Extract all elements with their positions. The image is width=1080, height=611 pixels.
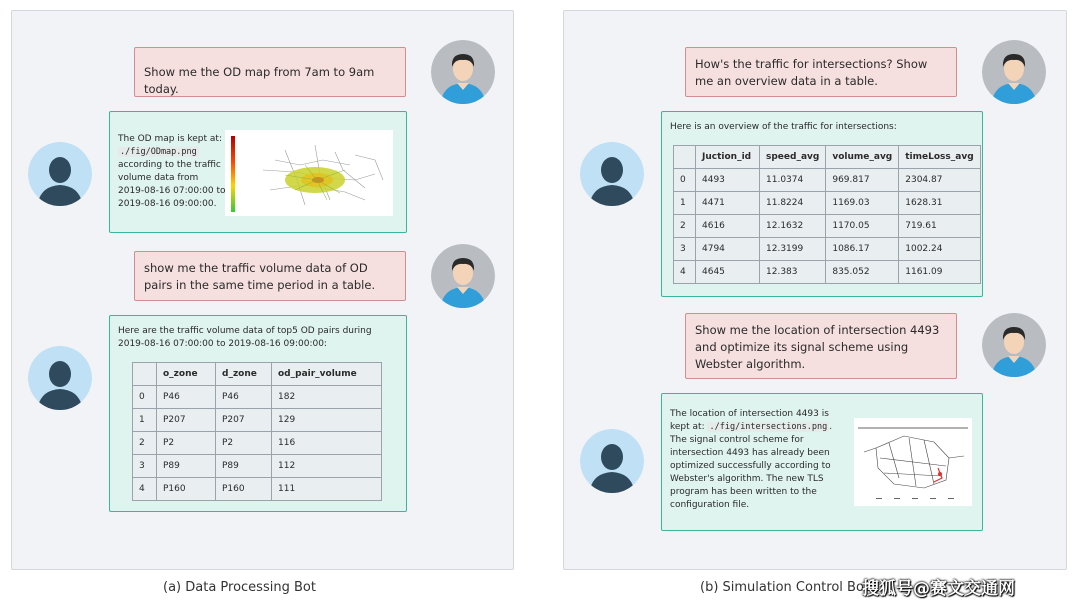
table-cell: 11.0374 bbox=[760, 169, 826, 192]
file-path: ./fig/intersections.png bbox=[709, 422, 828, 432]
user-message-text: How's the traffic for intersections? Show me an overview data in a table. bbox=[695, 57, 928, 88]
table-cell: 4645 bbox=[696, 261, 760, 284]
user-message bbox=[134, 47, 406, 97]
panel-a-caption: (a) Data Processing Bot bbox=[163, 580, 316, 595]
table-row bbox=[674, 238, 981, 261]
table-header bbox=[674, 146, 696, 169]
table-cell: 3 bbox=[133, 455, 157, 478]
user-message bbox=[134, 251, 406, 301]
table-row bbox=[133, 386, 382, 409]
table-cell: P89 bbox=[216, 455, 272, 478]
table-row bbox=[133, 432, 382, 455]
user-message-text: show me the traffic volume data of OD pairs in the same time period in a table. bbox=[144, 261, 376, 292]
table-cell: 4794 bbox=[696, 238, 760, 261]
table-cell: 182 bbox=[272, 386, 382, 409]
table-cell: P2 bbox=[157, 432, 216, 455]
intersections-table bbox=[673, 145, 981, 284]
table-header-row bbox=[133, 363, 382, 386]
table-cell: P89 bbox=[157, 455, 216, 478]
table-header: d_zone bbox=[216, 363, 272, 386]
table-cell: 0 bbox=[133, 386, 157, 409]
user-message-text: Show me the OD map from 7am to 9am today. bbox=[144, 65, 375, 96]
bot-text-line: The OD map is kept at: bbox=[118, 134, 222, 144]
table-cell: 1161.09 bbox=[899, 261, 980, 284]
table-cell: 4 bbox=[674, 261, 696, 284]
user-avatar-icon bbox=[431, 40, 495, 104]
table-cell: 1 bbox=[133, 409, 157, 432]
table-header bbox=[133, 363, 157, 386]
table-row bbox=[674, 169, 981, 192]
table-cell: 11.8224 bbox=[760, 192, 826, 215]
bot-avatar-icon bbox=[28, 346, 92, 410]
table-cell: 1170.05 bbox=[826, 215, 899, 238]
table-cell: 1002.24 bbox=[899, 238, 980, 261]
table-cell: P46 bbox=[157, 386, 216, 409]
bot-avatar-icon bbox=[28, 142, 92, 206]
bot-text-line: intersection 4493 has already been bbox=[670, 448, 830, 458]
table-cell: 12.383 bbox=[760, 261, 826, 284]
table-cell: 719.61 bbox=[899, 215, 980, 238]
bot-intro-text: Here is an overview of the traffic for intersections: bbox=[670, 122, 897, 132]
table-cell: P46 bbox=[216, 386, 272, 409]
bot-message bbox=[109, 111, 407, 233]
bot-text-line: . bbox=[829, 422, 833, 432]
file-path: ./fig/ODmap.png bbox=[120, 147, 197, 157]
table-cell: 4616 bbox=[696, 215, 760, 238]
bot-text-line: The signal control scheme for bbox=[670, 435, 804, 445]
table-cell: 129 bbox=[272, 409, 382, 432]
table-cell: 0 bbox=[674, 169, 696, 192]
table-cell: P160 bbox=[157, 478, 216, 501]
table-cell: 2 bbox=[674, 215, 696, 238]
table-header: speed_avg bbox=[760, 146, 826, 169]
table-cell: P160 bbox=[216, 478, 272, 501]
user-avatar-icon bbox=[431, 244, 495, 308]
table-row bbox=[674, 261, 981, 284]
table-cell: 4 bbox=[133, 478, 157, 501]
table-cell: 12.1632 bbox=[760, 215, 826, 238]
bot-text-line: volume data from bbox=[118, 173, 199, 183]
table-header-row bbox=[674, 146, 981, 169]
od-map-image bbox=[225, 130, 393, 216]
bot-intro-text: Here are the traffic volume data of top5 OD pairs during 2019-08-16 07:00:00 to 2019-08-16 09:00:00: bbox=[118, 326, 372, 349]
table-cell: P207 bbox=[157, 409, 216, 432]
bot-avatar-icon bbox=[580, 429, 644, 493]
table-row bbox=[133, 478, 382, 501]
table-cell: 111 bbox=[272, 478, 382, 501]
table-header: Juction_id bbox=[696, 146, 760, 169]
user-message bbox=[685, 313, 957, 379]
bot-text-line: 2019-08-16 07:00:00 to bbox=[118, 186, 226, 196]
table-row bbox=[674, 215, 981, 238]
bot-text-line: optimized successfully according to bbox=[670, 461, 831, 471]
table-cell: P207 bbox=[216, 409, 272, 432]
bot-text-line: The location of intersection 4493 is bbox=[670, 409, 829, 419]
bot-text-line: 2019-08-16 09:00:00. bbox=[118, 199, 217, 209]
table-header: o_zone bbox=[157, 363, 216, 386]
table-cell: 2304.87 bbox=[899, 169, 980, 192]
bot-text-line: configuration file. bbox=[670, 500, 750, 510]
panel-b-caption: (b) Simulation Control Bot bbox=[700, 580, 869, 595]
table-cell: 2 bbox=[133, 432, 157, 455]
table-cell: 112 bbox=[272, 455, 382, 478]
table-cell: P2 bbox=[216, 432, 272, 455]
table-cell: 3 bbox=[674, 238, 696, 261]
user-message-text: Show me the location of intersection 4493 and optimize its signal scheme using Webster algorithm. bbox=[695, 323, 940, 371]
bot-text-line: Webster's algorithm. The new TLS bbox=[670, 474, 824, 484]
table-row bbox=[133, 409, 382, 432]
user-avatar-icon bbox=[982, 313, 1046, 377]
table-cell: 1169.03 bbox=[826, 192, 899, 215]
bot-text-line: according to the traffic bbox=[118, 160, 221, 170]
table-cell: 835.052 bbox=[826, 261, 899, 284]
table-cell: 1086.17 bbox=[826, 238, 899, 261]
bot-text-line: kept at: bbox=[670, 422, 705, 432]
intersections-image bbox=[854, 418, 972, 506]
table-header: od_pair_volume bbox=[272, 363, 382, 386]
table-row bbox=[133, 455, 382, 478]
od-pairs-table bbox=[132, 362, 382, 501]
bot-text-line: program has been written to the bbox=[670, 487, 817, 497]
user-message bbox=[685, 47, 957, 97]
user-avatar-icon bbox=[982, 40, 1046, 104]
table-cell: 116 bbox=[272, 432, 382, 455]
table-cell: 969.817 bbox=[826, 169, 899, 192]
bot-avatar-icon bbox=[580, 142, 644, 206]
watermark: 搜狐号@赛文交通网 bbox=[862, 579, 1015, 599]
table-cell: 4471 bbox=[696, 192, 760, 215]
table-cell: 1628.31 bbox=[899, 192, 980, 215]
table-cell: 4493 bbox=[696, 169, 760, 192]
table-header: timeLoss_avg bbox=[899, 146, 980, 169]
table-cell: 12.3199 bbox=[760, 238, 826, 261]
bot-message bbox=[661, 393, 983, 531]
table-header: volume_avg bbox=[826, 146, 899, 169]
table-cell: 1 bbox=[674, 192, 696, 215]
table-row bbox=[674, 192, 981, 215]
